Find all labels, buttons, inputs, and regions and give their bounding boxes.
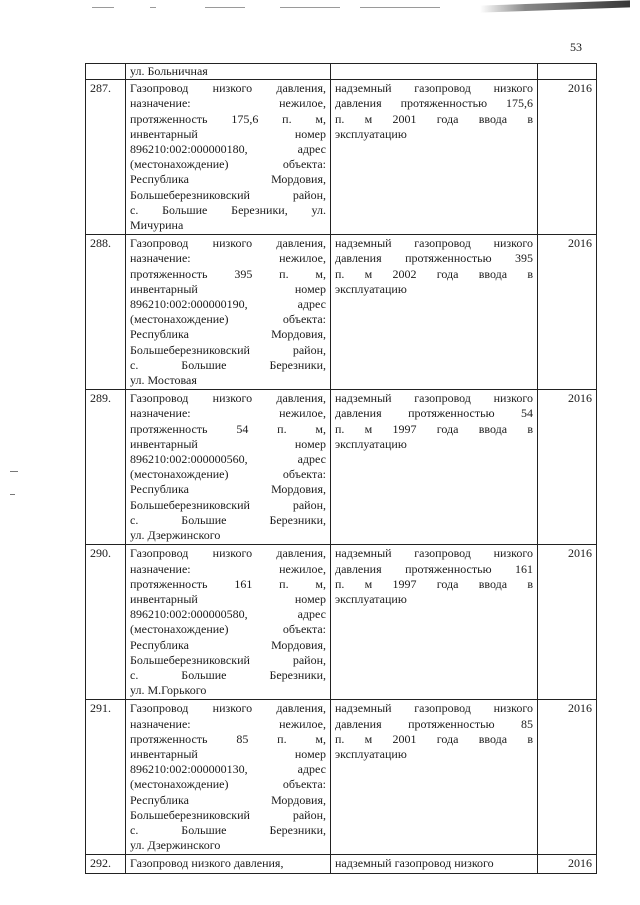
- year: 2016: [538, 545, 597, 700]
- description-line: 896210:002:000000130, адрес: [130, 762, 326, 777]
- characteristics-line: надземный газопровод низкого: [335, 391, 533, 406]
- characteristics-line: давления протяженностью 161: [335, 561, 533, 576]
- description-line: с. Большие Березники,: [130, 512, 326, 527]
- description-line: инвентарный номер: [130, 591, 326, 606]
- cell-detail: [331, 64, 538, 80]
- description-line: Газопровод низкого давления,: [130, 236, 326, 251]
- characteristics-line: п. м 1997 года ввода в: [335, 421, 533, 436]
- description-line: Большеберезниковский район,: [130, 342, 326, 357]
- description-line: 896210:002:000000580, адрес: [130, 607, 326, 622]
- description-line: 896210:002:000000180, адрес: [130, 142, 326, 157]
- characteristics-line: эксплуатацию: [335, 591, 407, 606]
- row-number: 288.: [86, 235, 126, 390]
- year: 2016: [538, 700, 597, 855]
- description-line: Республика Мордовия,: [130, 637, 326, 652]
- description-line: протяженность 175,6 п. м,: [130, 111, 326, 126]
- year: 2016: [538, 235, 597, 390]
- table-row: [86, 390, 597, 545]
- year: 2016: [538, 390, 597, 545]
- cell-number: [86, 64, 126, 80]
- object-description: [126, 545, 331, 700]
- table-row: [86, 700, 597, 855]
- continuation-row: [86, 64, 597, 80]
- description-line: с. Большие Березники,: [130, 667, 326, 682]
- registry-table: [85, 63, 597, 874]
- page-number: 53: [570, 40, 582, 54]
- description-line: (местонахождение) объекта:: [130, 157, 326, 172]
- object-description: [126, 80, 331, 235]
- description-line: с. Большие Березники,: [130, 357, 326, 372]
- description-line: протяженность 54 п. м,: [130, 421, 326, 436]
- description-line: Республика Мордовия,: [130, 172, 326, 187]
- description-line: 896210:002:000000560, адрес: [130, 452, 326, 467]
- characteristics-line: п. м 1997 года ввода в: [335, 576, 533, 591]
- year: 2016: [538, 855, 597, 873]
- object-characteristics: [331, 855, 538, 873]
- description-line: (местонахождение) объекта:: [130, 312, 326, 327]
- description-line: протяженность 161 п. м,: [130, 576, 326, 591]
- object-description: [126, 700, 331, 855]
- scan-smear: [480, 0, 630, 12]
- description-line: протяженность 395 п. м,: [130, 266, 326, 281]
- characteristics-line: надземный газопровод низкого: [335, 546, 533, 561]
- description-line: Мичурина: [130, 218, 184, 233]
- description-line: инвентарный номер: [130, 436, 326, 451]
- description-line: ул. Дзержинского: [130, 838, 221, 853]
- continuation-text: ул. Больничная: [130, 64, 208, 78]
- characteristics-line: надземный газопровод низкого: [335, 701, 533, 716]
- description-line: Газопровод низкого давления,: [130, 701, 326, 716]
- characteristics-line: эксплуатацию: [335, 436, 407, 451]
- description-line: назначение: нежилое,: [130, 251, 326, 266]
- description-line: Газопровод низкого давления,: [130, 391, 326, 406]
- characteristics-line: эксплуатацию: [335, 281, 407, 296]
- description-line: Республика Мордовия,: [130, 482, 326, 497]
- object-characteristics: [331, 80, 538, 235]
- row-number: 290.: [86, 545, 126, 700]
- description-line: Большеберезниковский район,: [130, 652, 326, 667]
- table-row: [86, 80, 597, 235]
- description-line: Республика Мордовия,: [130, 327, 326, 342]
- scan-dash: [92, 7, 114, 8]
- description-line: назначение: нежилое,: [130, 96, 326, 111]
- scan-artifact-top: [0, 0, 640, 14]
- description-line: Газопровод низкого давления,: [130, 856, 284, 871]
- characteristics-line: надземный газопровод низкого: [335, 236, 533, 251]
- description-line: назначение: нежилое,: [130, 561, 326, 576]
- characteristics-line: давления протяженностью 175,6: [335, 96, 533, 111]
- characteristics-line: надземный газопровод низкого: [335, 81, 533, 96]
- scan-dash: [360, 7, 440, 8]
- object-description: [126, 235, 331, 390]
- characteristics-line: п. м 2001 года ввода в: [335, 111, 533, 126]
- scan-dash: [205, 7, 245, 8]
- row-number: 289.: [86, 390, 126, 545]
- description-line: Большеберезниковский район,: [130, 807, 326, 822]
- table-row: [86, 235, 597, 390]
- object-description: [126, 855, 331, 873]
- description-line: инвентарный номер: [130, 746, 326, 761]
- object-characteristics: [331, 390, 538, 545]
- description-line: Большеберезниковский район,: [130, 187, 326, 202]
- description-line: назначение: нежилое,: [130, 716, 326, 731]
- cell-description: [126, 64, 331, 80]
- description-line: инвентарный номер: [130, 281, 326, 296]
- description-line: ул. Дзержинского: [130, 528, 221, 543]
- description-line: 896210:002:000000190, адрес: [130, 297, 326, 312]
- table-row: [86, 855, 597, 873]
- characteristics-line: давления протяженностью 85: [335, 716, 533, 731]
- description-line: Большеберезниковский район,: [130, 497, 326, 512]
- description-line: протяженность 85 п. м,: [130, 731, 326, 746]
- description-line: Газопровод низкого давления,: [130, 81, 326, 96]
- description-line: Республика Мордовия,: [130, 792, 326, 807]
- margin-mark: [10, 471, 18, 472]
- row-number: 291.: [86, 700, 126, 855]
- description-line: инвентарный номер: [130, 126, 326, 141]
- description-line: назначение: нежилое,: [130, 406, 326, 421]
- margin-mark: [10, 494, 15, 495]
- table-row: [86, 545, 597, 700]
- row-number: 287.: [86, 80, 126, 235]
- object-characteristics: [331, 545, 538, 700]
- characteristics-line: давления протяженностью 54: [335, 406, 533, 421]
- description-line: (местонахождение) объекта:: [130, 622, 326, 637]
- registry-table-body: [86, 64, 597, 874]
- description-line: с. Большие Березники,: [130, 822, 326, 837]
- description-line: (местонахождение) объекта:: [130, 467, 326, 482]
- description-line: с. Большие Березники, ул.: [130, 202, 326, 217]
- year: 2016: [538, 80, 597, 235]
- characteristics-line: п. м 2001 года ввода в: [335, 731, 533, 746]
- characteristics-line: эксплуатацию: [335, 126, 407, 141]
- description-line: ул. Мостовая: [130, 373, 197, 388]
- object-characteristics: [331, 235, 538, 390]
- cell-year: [538, 64, 597, 80]
- description-line: Газопровод низкого давления,: [130, 546, 326, 561]
- characteristics-line: п. м 2002 года ввода в: [335, 266, 533, 281]
- scan-dash: [280, 7, 340, 8]
- object-description: [126, 390, 331, 545]
- characteristics-line: эксплуатацию: [335, 746, 407, 761]
- scan-dash: [150, 7, 156, 8]
- description-line: (местонахождение) объекта:: [130, 777, 326, 792]
- description-line: ул. М.Горького: [130, 683, 207, 698]
- characteristics-line: давления протяженностью 395: [335, 251, 533, 266]
- object-characteristics: [331, 700, 538, 855]
- characteristics-line: надземный газопровод низкого: [335, 856, 494, 871]
- row-number: 292.: [86, 855, 126, 873]
